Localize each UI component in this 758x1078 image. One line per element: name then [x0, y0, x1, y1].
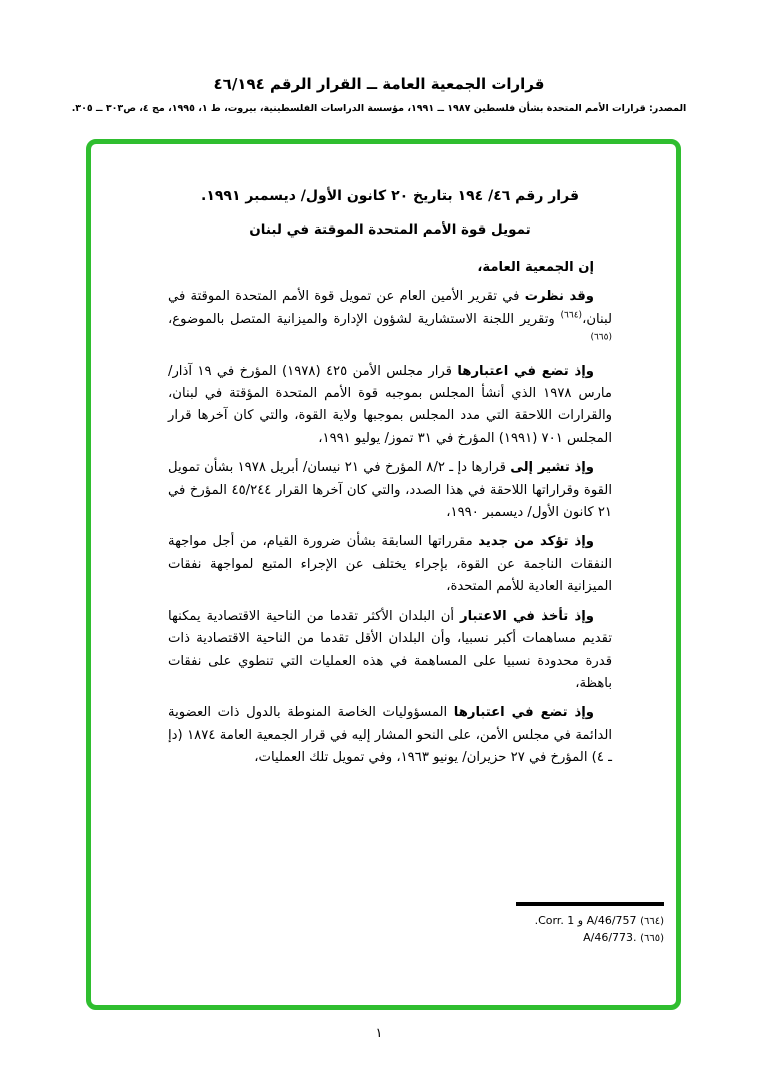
header-source-line: المصدر: قرارات الأمم المتحدة بشأن فلسطين ١٩٨٧ ــ ١٩٩١، مؤسسة الدراسات الفلسطينية، بيروت، ط ١، ١٩٩٥، مج ٤، ص٣٠٣ ــ ٣٠٥.	[71, 103, 687, 114]
paragraph	[168, 606, 612, 696]
document-header	[0, 0, 758, 115]
paragraph-lead: وإذ تضع في اعتبارها	[453, 705, 594, 721]
paragraph-text: أن البلدان الأكثر تقدما من الناحية الاقتصادية يمكنها تقديم مساهمات أكبر نسبيا، وأن البلدان الأقل تقدما من الناحية الاقتصادية ذات قدرة محدودة نسبيا على المساهمة في هذه العمليات التي تنطوي على نفقات باهظة،	[168, 608, 612, 691]
paragraph-text: وتقرير اللجنة الاستشارية لشؤون الإدارة والميزانية المتصل بالموضوع،	[168, 311, 561, 327]
paragraph	[168, 457, 612, 524]
paragraph-lead: إن الجمعية العامة،	[477, 260, 594, 275]
paragraph-text: قرارها دإ ـ ٨/٢ المؤرخ في ٢١ نيسان/ أبريل ١٩٧٨ بشأن تمويل القوة وقراراتها اللاحقة في هذا الصدد، والتي كان آخرها القرار ٤٥/٢٤٤ المؤرخ في ٢١ كانون الأول/ ديسمبر ١٩٩٠،	[168, 460, 612, 521]
paragraph	[168, 286, 612, 353]
footnote-text: A/46/757 و Corr. 1.	[534, 914, 637, 927]
footnote-ref-665: (٦٦٥)	[590, 332, 612, 343]
paragraph-lead: وإذ تشير إلى	[510, 460, 595, 476]
paragraph-text: المسؤوليات الخاصة المنوطة بالدول ذات العضوية الدائمة في مجلس الأمن، على النحو المشار إليه في قرار الجمعية العامة ١٨٧٤ (دإ ـ ٤) المؤرخ في ٢٧ حزيران/ يونيو ١٩٦٣، وفي تمويل تلك العمليات،	[168, 705, 612, 766]
paragraph-text: مقرراتها السابقة بشأن ضرورة القيام، من أجل مواجهة النفقات الناجمة عن القوة، بإجراء يختلف عن الإجراء المتبع لمواجهة نفقات الميزانية العادية للأمم المتحدة،	[168, 534, 612, 595]
paragraph	[168, 702, 612, 769]
resolution-body	[168, 257, 612, 770]
document-frame	[86, 139, 681, 1010]
document-page	[91, 144, 676, 770]
paragraph-lead: وإذ تؤكد من جديد	[478, 534, 594, 550]
resolution-subtitle: تمويل قوة الأمم المتحدة الموقتة في لبنان	[249, 222, 531, 238]
paragraph-lead: وقد نظرت	[524, 289, 594, 305]
footnote-ref-664: (٦٦٤)	[560, 310, 583, 321]
paragraph	[168, 257, 612, 279]
paragraph-lead: وإذ تأخذ في الاعتبار	[460, 608, 595, 624]
footnote-divider	[516, 902, 664, 906]
page-number: ١	[375, 1026, 383, 1041]
paragraph	[168, 531, 612, 598]
footnote-item	[404, 913, 664, 930]
footnotes-section	[404, 902, 664, 947]
footnote-item	[404, 930, 664, 947]
header-title: قرارات الجمعية العامة ــ القرار الرقم ٤٦/١٩٤	[213, 75, 545, 93]
paragraph-lead: وإذ تضع في اعتبارها	[457, 363, 594, 379]
paragraph-text: قرار مجلس الأمن ٤٢٥ (١٩٧٨) المؤرخ في ١٩ آذار/ مارس ١٩٧٨ الذي أنشأ المجلس بموجبه قوة الأمم المتحدة المؤقتة في لبنان، والقرارات اللاحقة التي مدد المجلس بموجبها ولاية القوة، والتي كان آخرها قرار المجلس ٧٠١ (١٩٩١) المؤرخ في ٣١ تموز/ يوليو ١٩٩١،	[168, 363, 612, 446]
resolution-title: قرار رقم ٤٦/ ١٩٤ بتاريخ ٢٠ كانون الأول/ ديسمبر ١٩٩١.	[201, 188, 579, 204]
footnote-text: A/46/773.	[583, 931, 637, 944]
footnote-label: (٦٦٥)	[640, 933, 664, 944]
paragraph-text: في تقرير الأمين العام عن تمويل قوة الأمم المتحدة الموقتة في لبنان،	[168, 289, 612, 327]
footnote-label: (٦٦٤)	[640, 916, 664, 927]
paragraph	[168, 361, 612, 451]
